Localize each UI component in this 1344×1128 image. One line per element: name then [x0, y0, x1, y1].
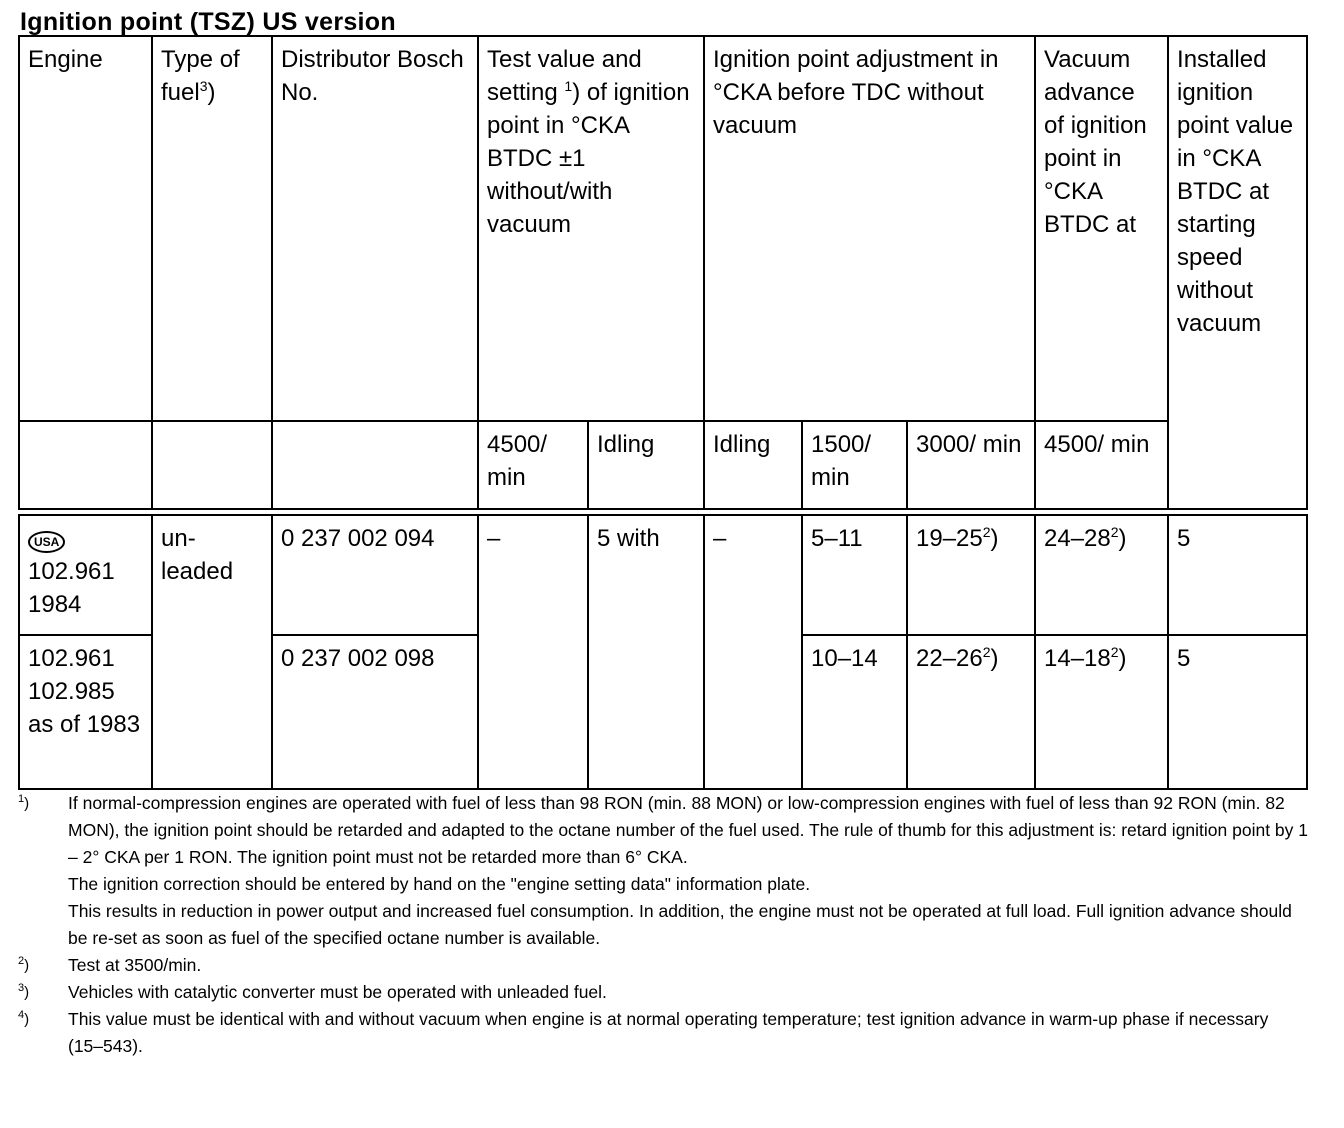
header-test-value: Test value and setting $^1$) of ignition point in °CKA BTDC ±1 without/with vacuum: [478, 36, 704, 421]
footnote-1: [18, 790, 1308, 952]
cell-adj-3000: $22-26^2$): [907, 635, 1035, 789]
subheader-adj-3000: 3000/ min: [907, 421, 1035, 509]
footnote-marker: $^3$): [18, 982, 30, 1001]
footnote-2: [18, 952, 1308, 979]
footnote-marker: $^2$): [18, 955, 30, 974]
footnote-4: [18, 1006, 1308, 1060]
table-row: [19, 515, 1307, 635]
cell-installed: 5: [1168, 635, 1307, 789]
footnote-marker: $^4$): [18, 1009, 30, 1028]
header-table: [18, 35, 1308, 510]
cell-distributor: 0 237 002 094: [272, 515, 478, 635]
footnote-text: If normal-compression engines are operated with fuel of less than 98 RON (min. 88 MON) or low-compression engines with fuel of less than 92 RON (min. 82 MON), the ignition point should be retarded and adapted to the octane number of the fuel used. The rule of thumb for this adjustment is: retard ignition point by 1 – 2° CKA per 1 RON. The ignition point must not be retarded more than 6° CKA.: [68, 793, 1309, 867]
cell-test-idling: 5 with: [588, 515, 704, 789]
footnote-text: This value must be identical with and without vacuum when engine is at normal operating temperature; test ignition advance in warm-up phase if necessary (15–543).: [68, 1009, 1269, 1056]
cell-adj-idling: –: [704, 515, 802, 789]
subheader-adj-1500: 1500/ min: [802, 421, 907, 509]
header-ignition-adjustment: Ignition point adjustment in °CKA before TDC without vacuum: [704, 36, 1035, 421]
cell-test-4500: –: [478, 515, 588, 789]
subheader-adj-idling: Idling: [704, 421, 802, 509]
cell-fuel: un- leaded: [152, 515, 272, 789]
cell-adj-1500: 5–11: [802, 515, 907, 635]
page-title: Ignition point (TSZ) US version: [20, 8, 396, 36]
cell-vacuum-4500: $24-28^2$): [1035, 515, 1168, 635]
header-vacuum-advance: Vacuum advance of ignition point in °CKA BTDC at: [1035, 36, 1168, 421]
footnote-text: Test at 3500/min.: [68, 955, 202, 975]
footnote-text: This results in reduction in power output and increased fuel consumption. In addition, the engine must not be operated at full load. Full ignition advance should be re-set as soon as fuel of the specified octane number is available.: [68, 901, 1292, 948]
header-distributor: Distributor Bosch No.: [272, 36, 478, 421]
subheader-vacuum-4500: 4500/ min: [1035, 421, 1168, 509]
footnote-marker: $^1$): [18, 793, 30, 812]
cell-engine: 102.961 102.985 as of 1983: [19, 635, 152, 789]
footnotes: [18, 790, 1308, 1060]
cell-engine: USA 102.961 1984: [19, 515, 152, 635]
footnote-text: The ignition correction should be entered by hand on the "engine setting data" information plate.: [68, 874, 811, 894]
cell-installed: 5: [1168, 515, 1307, 635]
cell-adj-1500: 10–14: [802, 635, 907, 789]
footnote-text: Vehicles with catalytic converter must be operated with unleaded fuel.: [68, 982, 607, 1002]
header-fuel: Type of fuel$^3$): [152, 36, 272, 421]
footnote-3: [18, 979, 1308, 1006]
usa-badge: USA: [28, 531, 65, 553]
subheader-test-idling: Idling: [588, 421, 704, 509]
header-installed-value: Installed ignition point value in °CKA BTDC at starting speed without vacuum: [1168, 36, 1307, 509]
subheader-test-4500: 4500/ min: [478, 421, 588, 509]
data-table: [18, 514, 1308, 790]
cell-adj-3000: $19-25^2$): [907, 515, 1035, 635]
cell-distributor: 0 237 002 098: [272, 635, 478, 789]
cell-vacuum-4500: $14-18^2$): [1035, 635, 1168, 789]
header-engine: Engine: [19, 36, 152, 421]
